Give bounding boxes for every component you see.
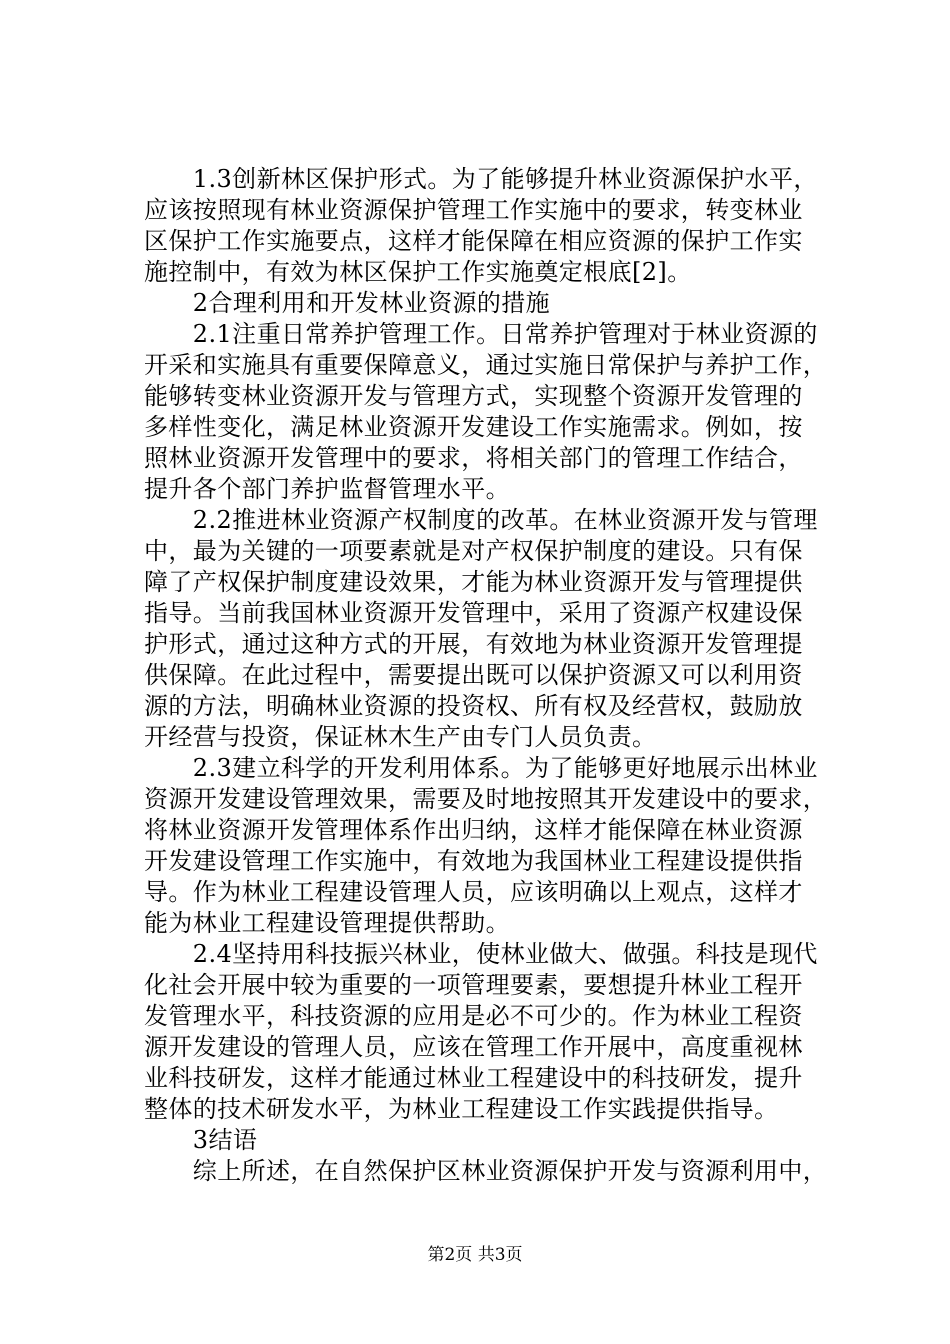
text-line: 能够转变林业资源开发与管理方式，实现整个资源开发管理的: [144, 382, 803, 410]
text-line: 供保障。在此过程中，需要提出既可以保护资源又可以利用资: [144, 661, 803, 689]
text-line: 照林业资源开发管理中的要求，将相关部门的管理工作结合，: [144, 444, 803, 472]
text-line: 区保护工作实施要点，这样才能保障在相应资源的保护工作实: [144, 227, 803, 255]
page-footer: 第2页 共3页: [427, 1245, 523, 1265]
text-line: 发管理水平，科技资源的应用是必不可少的。作为林业工程资: [144, 1002, 803, 1030]
text-line: 2.3建立科学的开发利用体系。为了能够更好地展示出林业: [144, 754, 818, 782]
text-line: 提升各个部门养护监督管理水平。: [144, 475, 510, 503]
text-line: 3结语: [144, 1126, 258, 1154]
text-line: 开发建设管理工作实施中，有效地为我国林业工程建设提供指: [144, 847, 803, 875]
text-line: 导。作为林业工程建设管理人员，应该明确以上观点，这样才: [144, 878, 803, 906]
text-line: 2.4坚持用科技振兴林业，使林业做大、做强。科技是现代: [144, 940, 818, 968]
document-body: [144, 164, 844, 1187]
text-line: 施控制中，有效为林区保护工作实施奠定根底[2]。: [144, 258, 692, 286]
text-line: 1.3创新林区保护形式。为了能够提升林业资源保护水平，: [144, 165, 818, 193]
text-line: 开经营与投资，保证林木生产由专门人员负责。: [144, 723, 657, 751]
text-line: 开采和实施具有重要保障意义，通过实施日常保护与养护工作，: [144, 351, 828, 379]
text-line: 能为林业工程建设管理提供帮助。: [144, 909, 510, 937]
text-line: 综上所述，在自然保护区林业资源保护开发与资源利用中，: [144, 1157, 828, 1185]
text-line: 资源开发建设管理效果，需要及时地按照其开发建设中的要求，: [144, 785, 828, 813]
text-line: 化社会开展中较为重要的一项管理要素，要想提升林业工程开: [144, 971, 803, 999]
text-line: 源的方法，明确林业资源的投资权、所有权及经营权，鼓励放: [144, 692, 803, 720]
text-line: 中，最为关键的一项要素就是对产权保护制度的建设。只有保: [144, 537, 803, 565]
text-line: 护形式，通过这种方式的开展，有效地为林业资源开发管理提: [144, 630, 803, 658]
text-line: 2.2推进林业资源产权制度的改革。在林业资源开发与管理: [144, 506, 818, 534]
text-line: 源开发建设的管理人员，应该在管理工作开展中，高度重视林: [144, 1033, 803, 1061]
text-line: 业科技研发，这样才能通过林业工程建设中的科技研发，提升: [144, 1064, 803, 1092]
text-line: 多样性变化，满足林业资源开发建设工作实施需求。例如，按: [144, 413, 803, 441]
text-line: 障了产权保护制度建设效果，才能为林业资源开发与管理提供: [144, 568, 803, 596]
text-line: 2.1注重日常养护管理工作。日常养护管理对于林业资源的: [144, 320, 818, 348]
text-line: 2合理利用和开发林业资源的措施: [144, 289, 551, 317]
text-line: 整体的技术研发水平，为林业工程建设工作实践提供指导。: [144, 1095, 779, 1123]
text-line: 应该按照现有林业资源保护管理工作实施中的要求，转变林业: [144, 196, 803, 224]
text-line: 将林业资源开发管理体系作出归纳，这样才能保障在林业资源: [144, 816, 803, 844]
text-line: 指导。当前我国林业资源开发管理中，采用了资源产权建设保: [144, 599, 803, 627]
